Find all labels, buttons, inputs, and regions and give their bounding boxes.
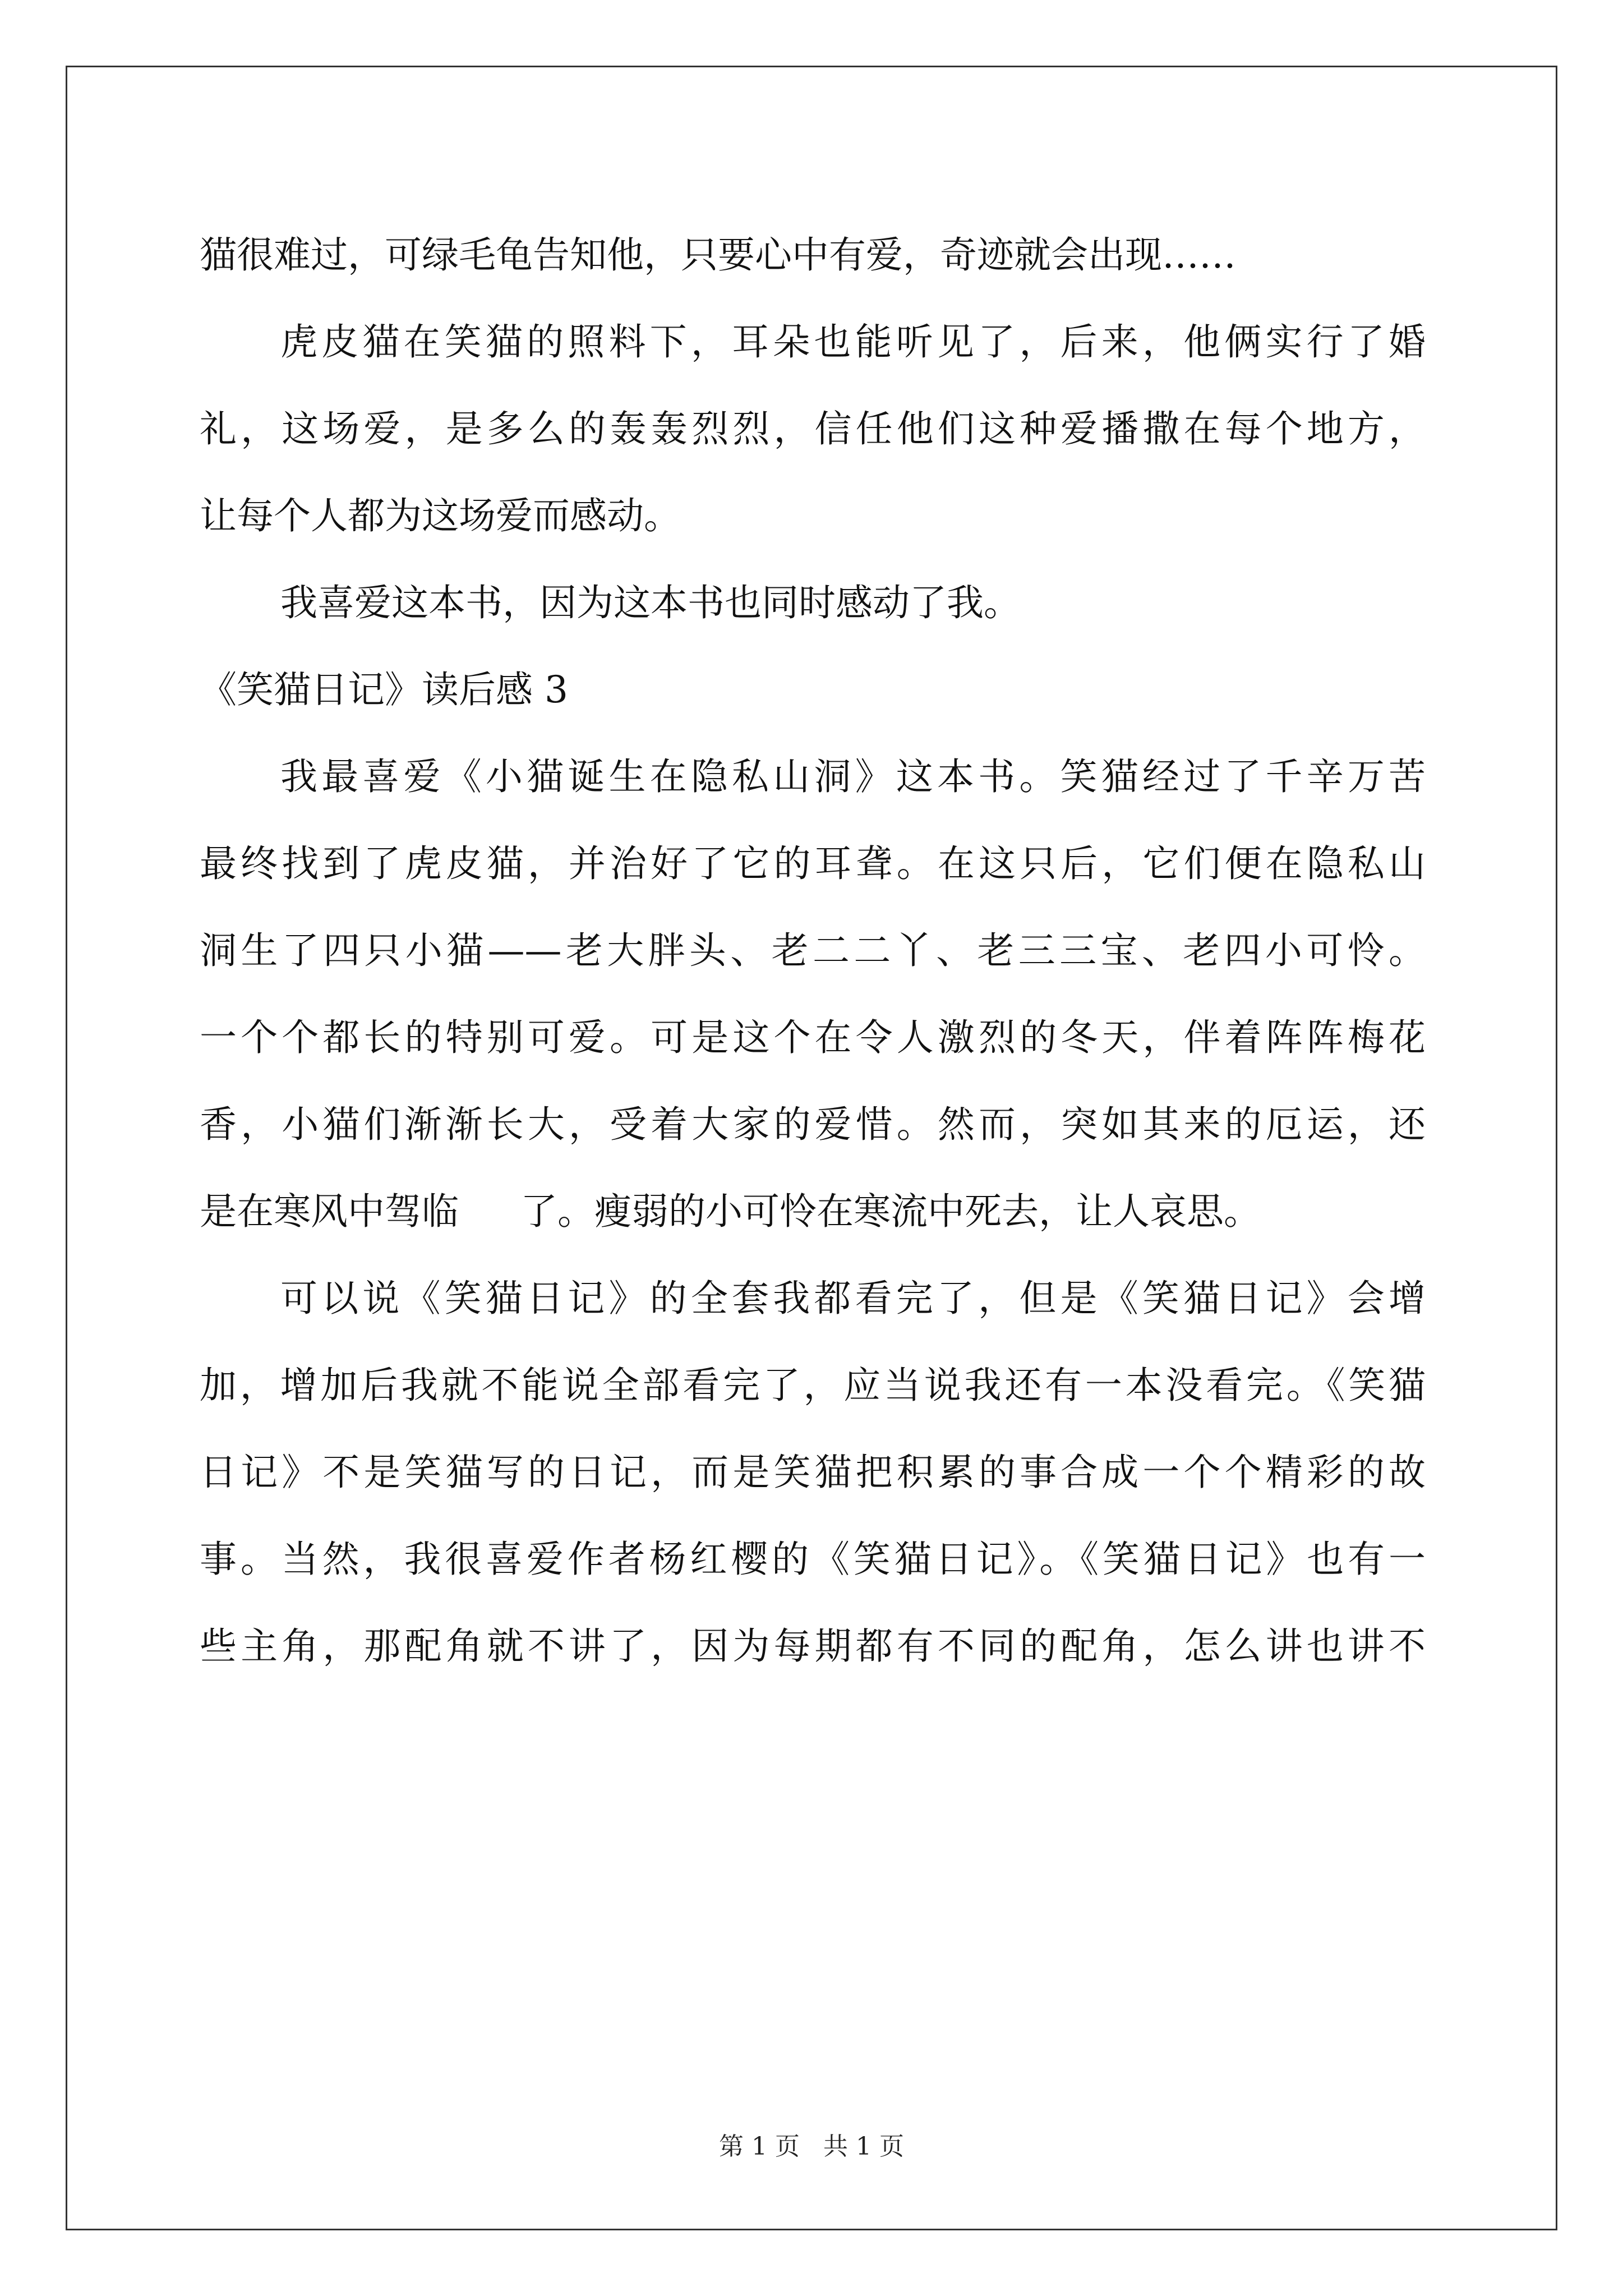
text-line-part: 了。瘦弱的小可怜在寒流中死去，让人哀思。 (520, 1190, 1261, 1233)
text-line: 让每个人都为这场爱而感动。 (200, 494, 681, 537)
document-body (200, 219, 1426, 1697)
page-number: 第 1 页 (719, 2132, 800, 2161)
text-line: 加，增加后我就不能说全部看完了，应当说我还有一本没看完。《笑猫 (200, 1364, 1426, 1407)
text-line: 些主角，那配角就不讲了，因为每期都有不同的配角，怎么讲也讲不 (200, 1625, 1426, 1668)
text-line: 我喜爱这本书，因为这本书也同时感动了我。 (280, 581, 1021, 624)
page-total: 共 1 页 (823, 2132, 904, 2161)
text-line: 一个个都长的特别可爱。可是这个在令人激烈的冬天，伴着阵阵梅花 (200, 1016, 1426, 1059)
section-heading: 《笑猫日记》读后感 3 (200, 668, 568, 711)
text-line-part: 是在寒风中驾临 (200, 1190, 459, 1233)
text-line (200, 1175, 1426, 1262)
text-line: 虎皮猫在笑猫的照料下，耳朵也能听见了，后来，他俩实行了婚 (280, 320, 1426, 364)
text-line: 可以说《笑猫日记》的全套我都看完了，但是《笑猫日记》会增 (280, 1277, 1426, 1320)
text-line: 最终找到了虎皮猫，并治好了它的耳聋。在这只后，它们便在隐私山 (200, 842, 1426, 885)
text-line: 洞生了四只小猫——老大胖头、老二二丫、老三三宝、老四小可怜。 (200, 929, 1426, 972)
text-line: 香，小猫们渐渐长大，受着大家的爱惜。然而，突如其来的厄运，还 (200, 1103, 1426, 1146)
page-footer (0, 2126, 1623, 2162)
text-line: 日记》不是笑猫写的日记，而是笑猫把积累的事合成一个个精彩的故 (200, 1451, 1426, 1494)
text-line: 事。当然，我很喜爱作者杨红樱的《笑猫日记》。《笑猫日记》也有一 (200, 1538, 1426, 1581)
text-line: 礼，这场爱，是多么的轰轰烈烈，信任他们这种爱播撒在每个地方， (200, 407, 1426, 450)
text-line: 我最喜爱《小猫诞生在隐私山洞》这本书。笑猫经过了千辛万苦 (280, 755, 1426, 798)
text-line: 猫很难过，可绿毛龟告知他，只要心中有爱，奇迹就会出现…… (200, 233, 1236, 277)
